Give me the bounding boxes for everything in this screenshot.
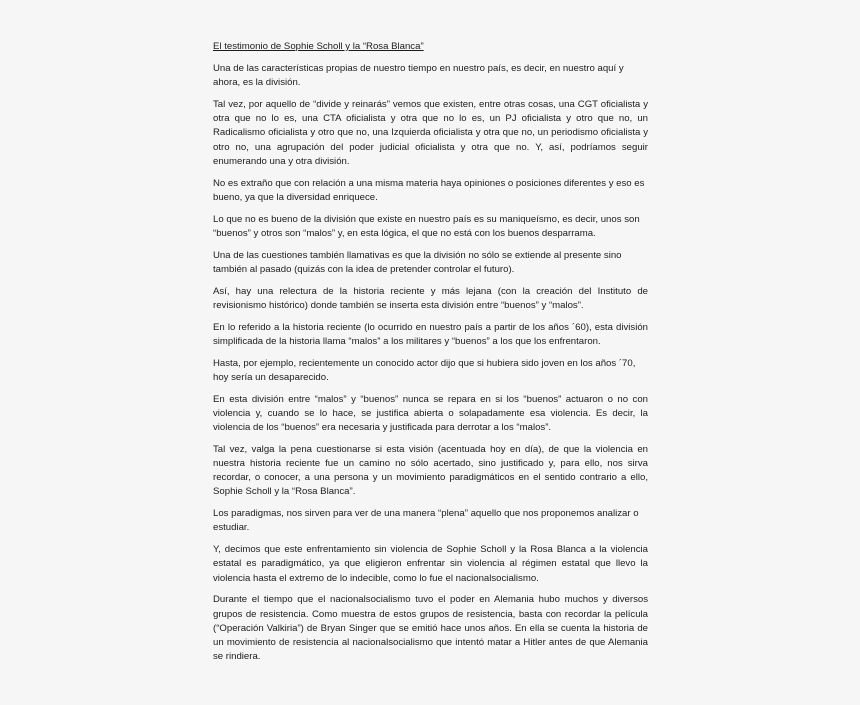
- document-title: El testimonio de Sophie Scholl y la “Rosa Blanca”: [213, 41, 424, 52]
- paragraph: Tal vez, valga la pena cuestionarse si esta visión (acentuada hoy en día), de que la violencia en nuestra historia reciente fue un camino no sólo acertado, sino justificado y, para ello, nos sirva recordar, o conocer, a una persona y un movimiento paradigmáticos en el sentido contrario a ello, Sophie Scholl y la “Rosa Blanca”.: [213, 443, 648, 498]
- paragraph: Una de las características propias de nuestro tiempo en nuestro país, es decir, en nuestro aquí y ahora, es la división.: [213, 63, 624, 89]
- paragraph: No es extraño que con relación a una misma materia haya opiniones o posiciones diferentes y eso es bueno, ya que la diversidad enriquece.: [213, 177, 645, 203]
- paragraph: Durante el tiempo que el nacionalsocialismo tuvo el poder en Alemania hubo muchos y diversos grupos de resistencia. Como muestra de estos grupos de resistencia, basta con recordar la película (“Operación Valkiria”) de Bryan Singer que se emitió hace unos años. En ella se cuenta la historia de un movimiento de resistencia al nacionalsocialismo que intentó matar a Hitler antes de que Alemania se rindiera.: [213, 594, 648, 663]
- paragraph: Lo que no es bueno de la división que existe en nuestro país es su maniqueísmo, es decir, unos son “buenos” y otros son “malos” y, en esta lógica, el que no está con los buenos desparrama.: [213, 213, 640, 239]
- paragraph: En lo referido a la historia reciente (lo ocurrido en nuestro país a partir de los años ´60), esta división simplificada de la historia llama “malos” a los militares y “buenos” a los que los enfrentaron.: [213, 321, 648, 347]
- paragraph: Y, decimos que este enfrentamiento sin violencia de Sophie Scholl y la Rosa Blanca a la violencia estatal es paradigmático, ya que eligieron enfrentar sin violencia al régimen estatal que llevo la violencia hasta el extremo de lo indecible, como lo fue el nacionalsocialismo.: [213, 544, 648, 584]
- paragraph: Hasta, por ejemplo, recientemente un conocido actor dijo que si hubiera sido joven en los años ´70, hoy sería un desaparecido.: [213, 357, 636, 383]
- document-page: [213, 40, 648, 672]
- paragraph: Así, hay una relectura de la historia reciente y más lejana (con la creación del Instituto de revisionismo histórico) donde también se inserta esta división entre “buenos” y “malos”.: [213, 285, 648, 311]
- paragraph: En esta división entre “malos” y “buenos” nunca se repara en si los “buenos” actuaron o no con violencia y, cuando se lo hace, se justifica abierta o solapadamente esa violencia. Es decir, la violencia de los “buenos” era necesaria y justificada para derrotar a los “malos”.: [213, 393, 648, 434]
- paragraph: Una de las cuestiones también llamativas es que la división no sólo se extiende al presente sino también al pasado (quizás con la idea de pretender controlar el futuro).: [213, 249, 622, 275]
- paragraph: Tal vez, por aquello de “divide y reinarás” vemos que existen, entre otras cosas, una CGT oficialista y otra que no lo es, una CTA oficialista y otra que no lo es, un PJ oficialista y otro que no, un Radicalismo oficialista y otro que no, una Izquierda oficialista y otra que no, un periodismo oficialista y otro no, una agrupación del poder judicial oficialista y otra que no. Y, así, podríamos seguir enumerando una y otra división.: [213, 99, 648, 167]
- paragraph: Los paradigmas, nos sirven para ver de una manera “plena” aquello que nos proponemos analizar o estudiar.: [213, 508, 639, 534]
